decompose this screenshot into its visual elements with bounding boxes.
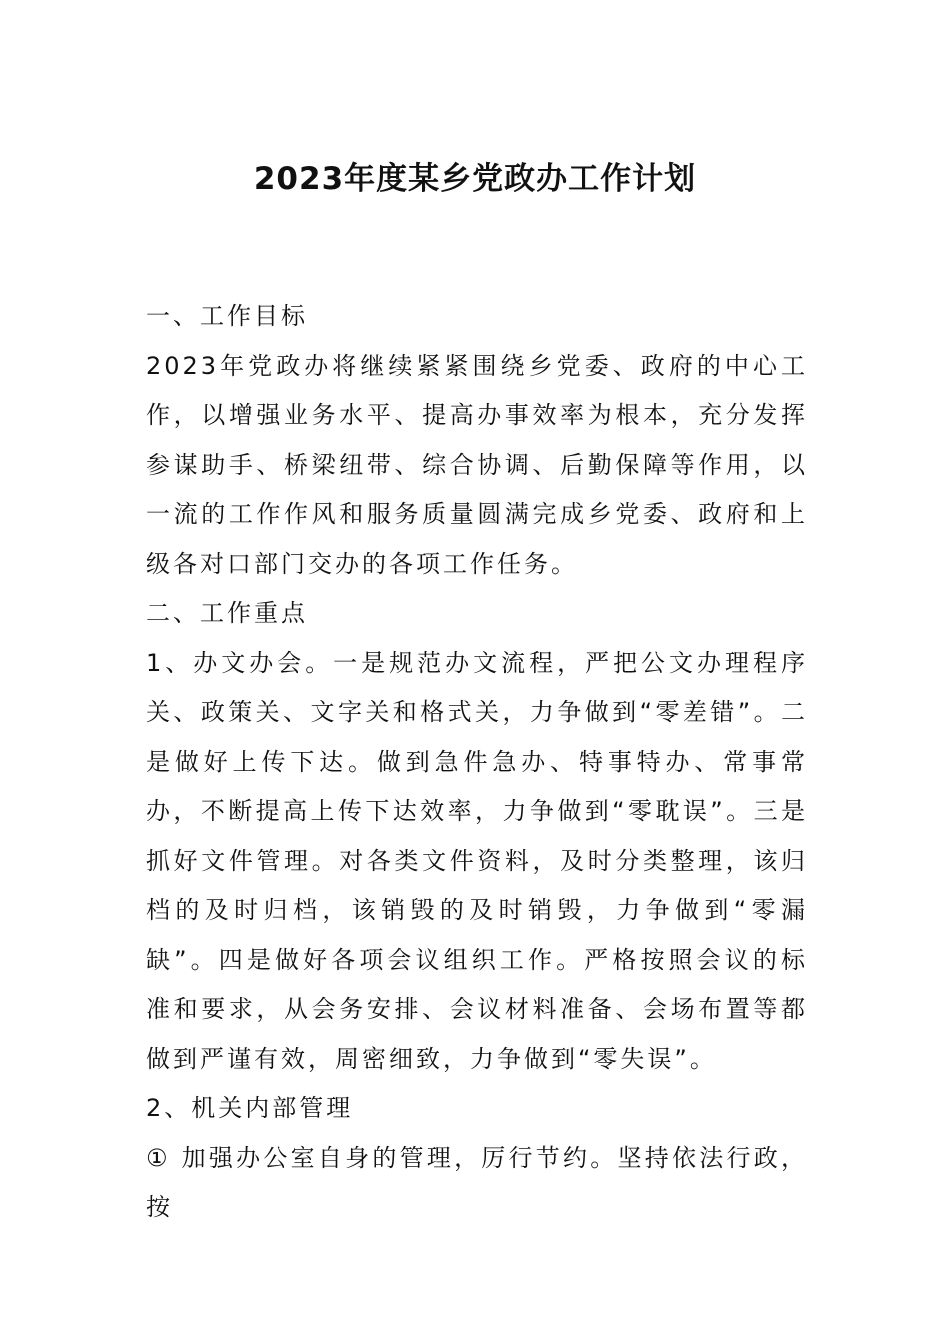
paragraph-goal: 2023年党政办将继续紧紧围绕乡党委、政府的中心工作，以增强业务水平、提高办事效率为根本，充分发挥参谋助手、桥梁纽带、综合协调、后勤保障等作用，以一流的工作作风和服务质量圆满完成乡党委、政府和上级各对口部门交办的各项工作任务。 (146, 351, 808, 578)
section-heading-goal: 一、工作目标 (146, 302, 308, 330)
section-heading-focus: 二、工作重点 (146, 599, 308, 627)
document-title: 2023年度某乡党政办工作计划 (253, 161, 697, 197)
subheading-item-2: 2、机关内部管理 (146, 1094, 354, 1122)
document-body (146, 292, 808, 1233)
paragraph-item-2-sub-1: ① 加强办公室自身的管理，厉行节约。坚持依法行政，按 (146, 1143, 808, 1221)
paragraph-item-1: 1、办文办会。一是规范办文流程，严把公文办理程序关、政策关、文字关和格式关，力争做到“零差错”。二是做好上传下达。做到急件急办、特事特办、常事常办，不断提高上传下达效率，力争做到“零耽误”。三是抓好文件管理。对各类文件资料，及时分类整理，该归档的及时归档，该销毁的及时销毁，力争做到“零漏缺”。四是做好各项会议组织工作。严格按照会议的标准和要求，从会务安排、会议材料准备、会场布置等都做到严谨有效，周密细致，力争做到“零失误”。 (146, 648, 808, 1073)
